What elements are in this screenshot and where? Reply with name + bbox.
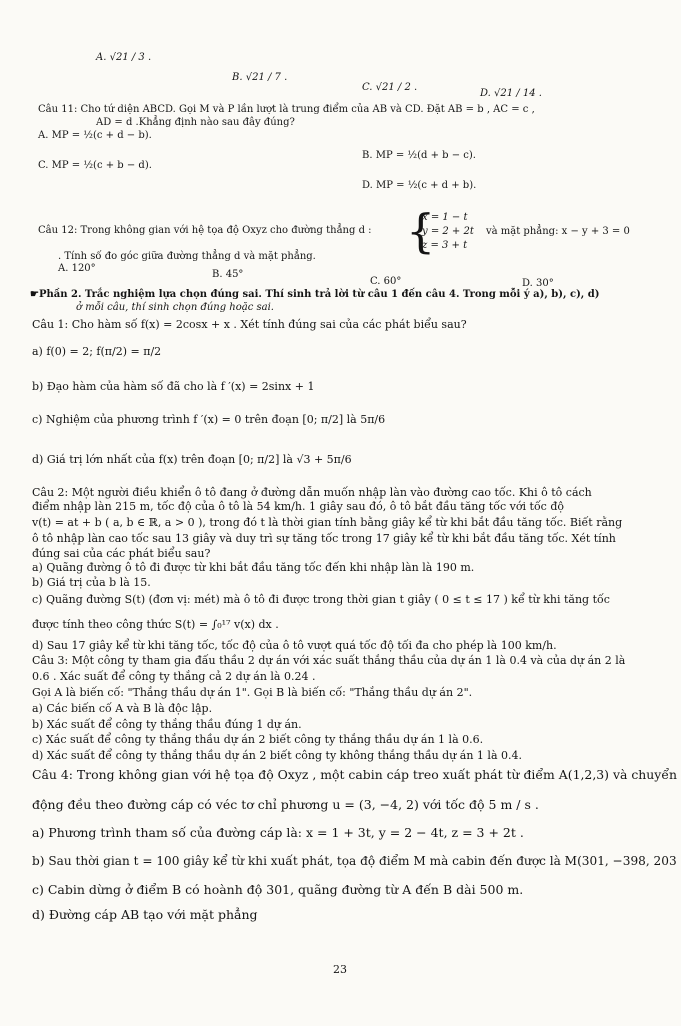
c2-statement-c-line2: được tính theo công thức S(t) = ∫₀¹⁷ v(x) dx . [32,618,279,631]
q12-option-d: D. 30° [522,278,554,289]
q12-stem-tail: và mặt phẳng: x − y + 3 = 0 [486,226,630,237]
q11-option-a: A. MP = ½(c + d − b). [38,130,152,141]
q11-option-c: C. MP = ½(c + b − d). [38,160,152,171]
c1-statement-c: c) Nghiệm của phương trình f ′(x) = 0 trên đoạn [0; π/2] là 5π/6 [32,413,386,426]
part2-title [30,289,600,300]
part2-title-text: ☛Phần 2. Trắc nghiệm lựa chọn đúng sai. Thí sinh trả lời từ câu 1 đến câu 4. Trong mỗi ý a), b), c), d) [30,289,600,300]
c2-statement-a: a) Quãng đường ô tô đi được từ khi bắt đầu tăng tốc đến khi nhập làn là 190 m. [32,561,475,574]
c2-stem-line5: đúng sai của các phát biểu sau? [32,547,211,560]
c4-statement-b: b) Sau thời gian t = 100 giây kể từ khi xuất phát, tọa độ điểm M mà cabin đến được là M(301, −398, 203 [32,853,677,868]
c2-stem-line1: Câu 2: Một người điều khiển ô tô đang ở đường dẫn muốn nhập làn vào đường cao tốc. Khi ô tô cách [32,486,592,499]
q12-stem-line2: . Tính số đo góc giữa đường thẳng d và mặt phẳng. [58,251,316,262]
c2-stem-line4: ô tô nhập làn cao tốc sau 13 giây và duy trì sự tăng tốc trong 17 giây kể từ khi bắt đầu tăng tốc. Xét tính [32,532,616,545]
q10-option-c: C. √21 / 2 . [362,82,418,93]
c3-statement-b: b) Xác suất để công ty thắng thầu đúng 1 dự án. [32,718,302,731]
c3-statement-c: c) Xác suất để công ty thắng thầu dự án 2 biết công ty thắng thầu dự án 1 là 0.6. [32,733,484,746]
q12-system-eq1: x = 1 − t [422,212,468,223]
c3-statement-a: a) Các biến cố A và B là độc lập. [32,702,213,715]
c4-statement-c: c) Cabin dừng ở điểm B có hoành độ 301, quãng đường từ A đến B dài 500 m. [32,882,524,897]
system-brace: { [406,204,436,258]
c4-statement-a: a) Phương trình tham số của đường cáp là: x = 1 + 3t, y = 2 − 4t, z = 3 + 2t . [32,825,524,840]
part2-subtitle: ở mỗi câu, thí sinh chọn đúng hoặc sai. [76,302,274,313]
q10-option-a: A. √21 / 3 . [96,52,152,63]
q10-option-b: B. √21 / 7 . [232,72,288,83]
q12-option-b: B. 45° [212,269,244,280]
c4-statement-d: d) Đường cáp AB tạo với mặt phẳng [32,907,258,922]
q12-system-eq3: z = 3 + t [422,240,468,251]
c4-stem-line2: động đều theo đường cáp có véc tơ chỉ phương u = (3, −4, 2) với tốc độ 5 m / s . [32,797,539,812]
q12-stem-line1: Câu 12: Trong không gian với hệ tọa độ Oxyz cho đường thẳng d : [38,225,372,236]
c1-statement-d: d) Giá trị lớn nhất của f(x) trên đoạn [0; π/2] là √3 + 5π/6 [32,453,352,466]
c3-stem-line2: 0.6 . Xác suất để công ty thắng cả 2 dự án là 0.24 . [32,670,316,683]
c3-statement-d: d) Xác suất để công ty thắng thầu dự án 2 biết công ty không thắng thầu dự án 1 là 0.4. [32,749,522,762]
q11-stem-line2: AD = d .Khẳng định nào sau đây đúng? [96,117,295,128]
c2-stem-line3: v(t) = at + b ( a, b ∈ ℝ, a > 0 ), trong đó t là thời gian tính bằng giây kể từ khi bắt đầu tăng tốc. Biết rằng [32,516,623,529]
q12-option-c: C. 60° [370,276,402,287]
q11-option-b: B. MP = ½(d + b − c). [362,150,476,161]
q12-option-a: A. 120° [58,263,96,274]
q11-stem-line1: Câu 11: Cho tứ diện ABCD. Gọi M và P lần lượt là trung điểm của AB và CD. Đặt AB = b , AC = c , [38,104,535,115]
page-number: 23 [333,963,347,976]
c2-statement-c-line1: c) Quãng đường S(t) (đơn vị: mét) mà ô tô đi được trong thời gian t giây ( 0 ≤ t ≤ 17 ) kể từ khi tăng tốc [32,593,610,606]
c2-statement-d: d) Sau 17 giây kể từ khi tăng tốc, tốc độ của ô tô vượt quá tốc độ tối đa cho phép là 100 km/h. [32,639,557,652]
c4-stem-line1: Câu 4: Trong không gian với hệ tọa độ Oxyz , một cabin cáp treo xuất phát từ điểm A(1,2,3) và chuyển [32,767,677,782]
c1-stem: Câu 1: Cho hàm số f(x) = 2cosx + x . Xét tính đúng sai của các phát biểu sau? [32,318,467,331]
c1-statement-a: a) f(0) = 2; f(π/2) = π/2 [32,345,162,358]
q11-option-d: D. MP = ½(c + d + b). [362,180,477,191]
c3-stem-line1: Câu 3: Một công ty tham gia đấu thầu 2 dự án với xác suất thắng thầu của dự án 1 là 0.4 và của dự án 2 là [32,654,626,667]
c3-stem-line3: Gọi A là biến cố: "Thắng thầu dự án 1". Gọi B là biến cố: "Thắng thầu dự án 2". [32,686,473,699]
c1-statement-b: b) Đạo hàm của hàm số đã cho là f ′(x) = 2sinx + 1 [32,380,315,393]
q12-system-eq2: y = 2 + 2t [422,226,474,237]
q10-option-d: D. √21 / 14 . [480,88,542,99]
c2-statement-b: b) Giá trị của b là 15. [32,576,151,589]
c2-stem-line2: điểm nhập làn 215 m, tốc độ của ô tô là 54 km/h. 1 giây sau đó, ô tô bắt đầu tăng tốc với tốc độ [32,500,565,513]
